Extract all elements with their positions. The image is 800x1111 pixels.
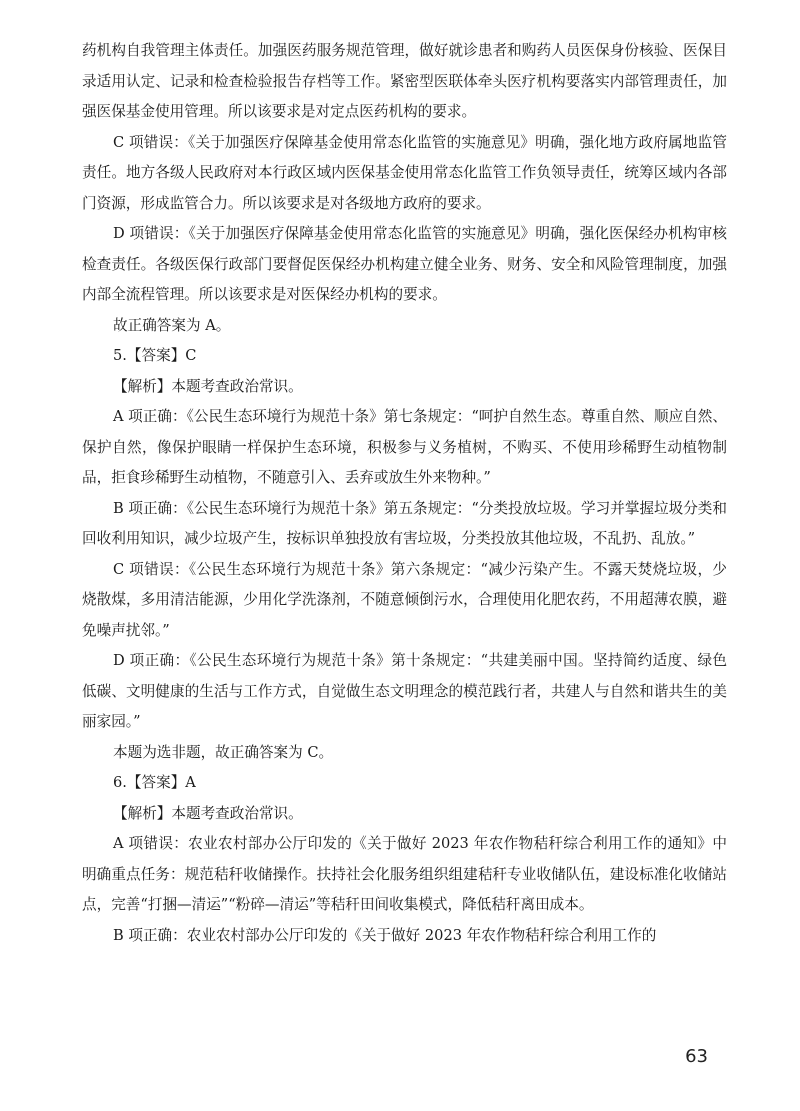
paragraph: A 项正确：《公民生态环境行为规范十条》第七条规定：“呵护自然生态。尊重自然、顺应自然、保护自然，像保护眼睛一样保护生态环境，积极参与义务植树，不购买、不使用珍稀野生动植物制品，拒食珍稀野生动植物，不随意引入、丢弃或放生外来物种。” — [82, 408, 727, 486]
paragraph: D 项错误：《关于加强医疗保障基金使用常态化监管的实施意见》明确，强化医保经办机构审核检查责任。各级医保行政部门要督促医保经办机构建立健全业务、财务、安全和风险管理制度，加强内部全流程管理。所以该要求是对医保经办机构的要求。 — [82, 225, 727, 303]
paragraph: C 项错误：《关于加强医疗保障基金使用常态化监管的实施意见》明确，强化地方政府属地监管责任。地方各级人民政府对本行政区域内医保基金使用常态化监管工作负领导责任，统筹区域内各部门资源，形成监管合力。所以该要求是对各级地方政府的要求。 — [82, 133, 727, 212]
paragraph: B 项正确：农业农村部办公厅印发的《关于做好 2023 年农作物秸秆综合利用工作的 — [113, 926, 657, 944]
paragraph: 本题为选非题，故正确答案为 C。 — [113, 743, 334, 761]
paragraph: 故正确答案为 A。 — [113, 316, 231, 334]
paragraph: 药机构自我管理主体责任。加强医药服务规范管理，做好就诊患者和购药人员医保身份核验、医保目录适用认定、记录和检查检验报告存档等工作。紧密型医联体牵头医疗机构要落实内部管理责任，加强医保基金使用管理。所以该要求是对定点医药机构的要求。 — [82, 42, 727, 120]
document-body — [82, 36, 727, 951]
paragraph: C 项错误：《公民生态环境行为规范十条》第六条规定：“减少污染产生。不露天焚烧垃圾，少烧散煤，多用清洁能源，少用化学洗涤剂，不随意倾倒污水，合理使用化肥农药，不用超薄农膜，避免噪声扰邻。” — [82, 560, 727, 639]
paragraph: A 项错误：农业农村部办公厅印发的《关于做好 2023 年农作物秸秆综合利用工作的通知》中明确重点任务：规范秸秆收储操作。扶持社会化服务组织组建秸秆专业收储队伍，建设标准化收储站点，完善“打捆—清运”“粉碎—清运”等秸秆田间收集模式，降低秸秆离田成本。 — [82, 835, 727, 913]
paragraph: 6.【答案】A — [113, 774, 196, 791]
paragraph: B 项正确：《公民生态环境行为规范十条》第五条规定：“分类投放垃圾。学习并掌握垃圾分类和回收利用知识，减少垃圾产生，按标识单独投放有害垃圾，分类投放其他垃圾，不乱扔、乱放。” — [82, 499, 727, 547]
paragraph: 【解析】本题考查政治常识。 — [113, 377, 303, 395]
paragraph: 5.【答案】C — [113, 347, 197, 364]
paragraph: D 项正确：《公民生态环境行为规范十条》第十条规定：“共建美丽中国。坚持简约适度、绿色低碳、文明健康的生活与工作方式，自觉做生态文明理念的模范践行者，共建人与自然和谐共生的美丽家园。” — [82, 652, 727, 730]
paragraph: 【解析】本题考查政治常识。 — [113, 804, 303, 822]
page-number: 63 — [685, 1046, 708, 1067]
